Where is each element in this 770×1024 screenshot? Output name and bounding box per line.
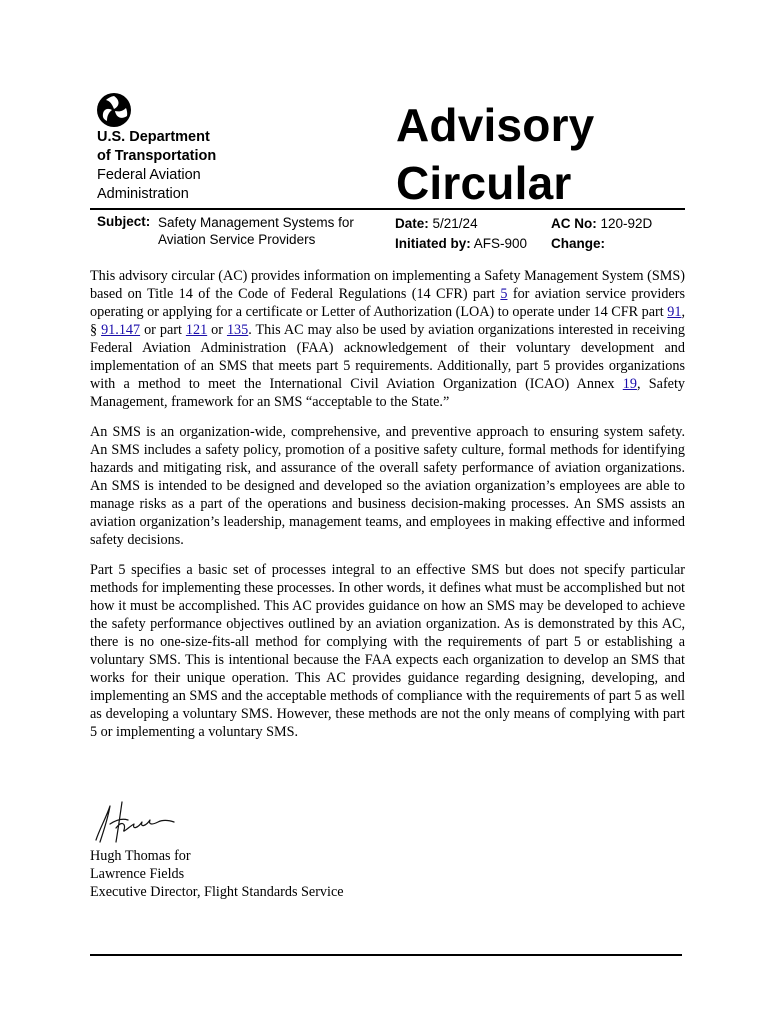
document-body — [90, 267, 685, 753]
title-line-2: Circular — [396, 157, 572, 209]
handwritten-signature — [92, 798, 176, 846]
signer-title: Executive Director, Flight Standards Service — [90, 884, 344, 900]
date-label: Date: — [395, 216, 429, 231]
agency-name: Federal Aviation — [97, 167, 201, 183]
agency-block — [97, 128, 216, 204]
signer-line-1: Hugh Thomas for — [90, 848, 191, 864]
document-title — [396, 96, 594, 212]
p1-text-3: , § — [90, 304, 685, 338]
ac-number-block — [551, 214, 652, 254]
body-paragraph-3: Part 5 specifies a basic set of processes integral to an effective SMS but does not specify particular methods for implementing these processes. In other words, it defines what must be accomplished but not how it must be accomplished. This AC provides guidance on how an SMS may be developed to achieve the safety performance objectives outlined by an aviation organization. As is demonstrated by this AC, there is no one-size-fits-all method for complying with the requirements of part 5 or establishing a voluntary SMS. This is intentional because the FAA expects each organization to develop an SMS that works for their unique operation. This AC provides guidance regarding designing, developing, and implementing an SMS and the acceptable methods of compliance with the requirements of part 5 as well as developing a voluntary SMS. However, these methods are not the only means of complying with part 5 or implementing a voluntary SMS. — [90, 562, 685, 740]
change-label: Change: — [551, 236, 605, 251]
date-block — [395, 214, 527, 254]
p1-text-7: , Safety Management, framework for an SMS “acceptable to the State.” — [90, 376, 686, 410]
body-paragraph-1 — [90, 267, 685, 411]
p1-text-2: for aviation service providers operating or applying for a certificate or Letter of Authorization (LOA) to operate under 14 CFR part — [90, 286, 685, 320]
link-part-135[interactable]: 135 — [226, 322, 249, 338]
p1-text-6: . This AC may also be used by aviation organizations interested in receiving Federal Aviation Administration (FAA) acknowledgement of their voluntary development and implementation of an SMS that meets part 5 requirements. Additionally, part 5 provides organizations with a method to meet the International Civil Aviation Organization (ICAO) Annex — [90, 322, 685, 392]
link-part-5[interactable]: 5 — [500, 286, 508, 302]
initiated-value: AFS-900 — [473, 236, 528, 251]
footer-divider — [90, 954, 682, 956]
link-part-121[interactable]: 121 — [185, 322, 208, 338]
link-part-91[interactable]: 91 — [667, 304, 682, 320]
ac-no-label: AC No: — [551, 216, 597, 231]
p1-text-5: or — [207, 322, 227, 338]
date-value: 5/21/24 — [432, 216, 478, 231]
dot-triskelion-logo-icon — [96, 92, 132, 128]
signature-block — [90, 847, 344, 901]
title-line-1: Advisory — [396, 99, 595, 151]
department-name: U.S. Department — [97, 129, 210, 145]
department-name-cont: of Transportation — [97, 148, 217, 164]
signer-line-2: Lawrence Fields — [90, 866, 185, 882]
link-annex-19[interactable]: 19 — [622, 376, 637, 392]
initiated-label: Initiated by: — [395, 236, 471, 251]
subject-label: Subject: — [97, 214, 151, 229]
agency-name-cont: Administration — [97, 186, 189, 202]
header-divider — [90, 208, 685, 210]
link-91-147[interactable]: 91.147 — [101, 322, 141, 338]
p1-text-1: This advisory circular (AC) provides information on implementing a Safety Management System (SMS) based on Title 14 of the Code of Federal Regulations (14 CFR) part — [90, 268, 685, 302]
subject-line-1: Safety Management Systems for — [158, 215, 354, 230]
body-paragraph-2: An SMS is an organization-wide, comprehensive, and preventive approach to ensuring system safety. An SMS includes a safety policy, promotion of a positive safety culture, formal methods for identifying hazards and mitigating risk, and assurance of the overall safety performance of aviation organizations. An SMS is intended to be designed and developed so the aviation organization’s employees are able to manage risks as a part of the operations and business decision-making processes. An SMS assists an aviation organization’s leadership, management teams, and employees in making effective and informed safety decisions. — [90, 424, 685, 548]
ac-no-value: 120-92D — [600, 216, 653, 231]
p1-text-4: or part — [140, 322, 186, 338]
subject-text — [158, 214, 383, 248]
subject-line-2: Aviation Service Providers — [158, 232, 316, 247]
